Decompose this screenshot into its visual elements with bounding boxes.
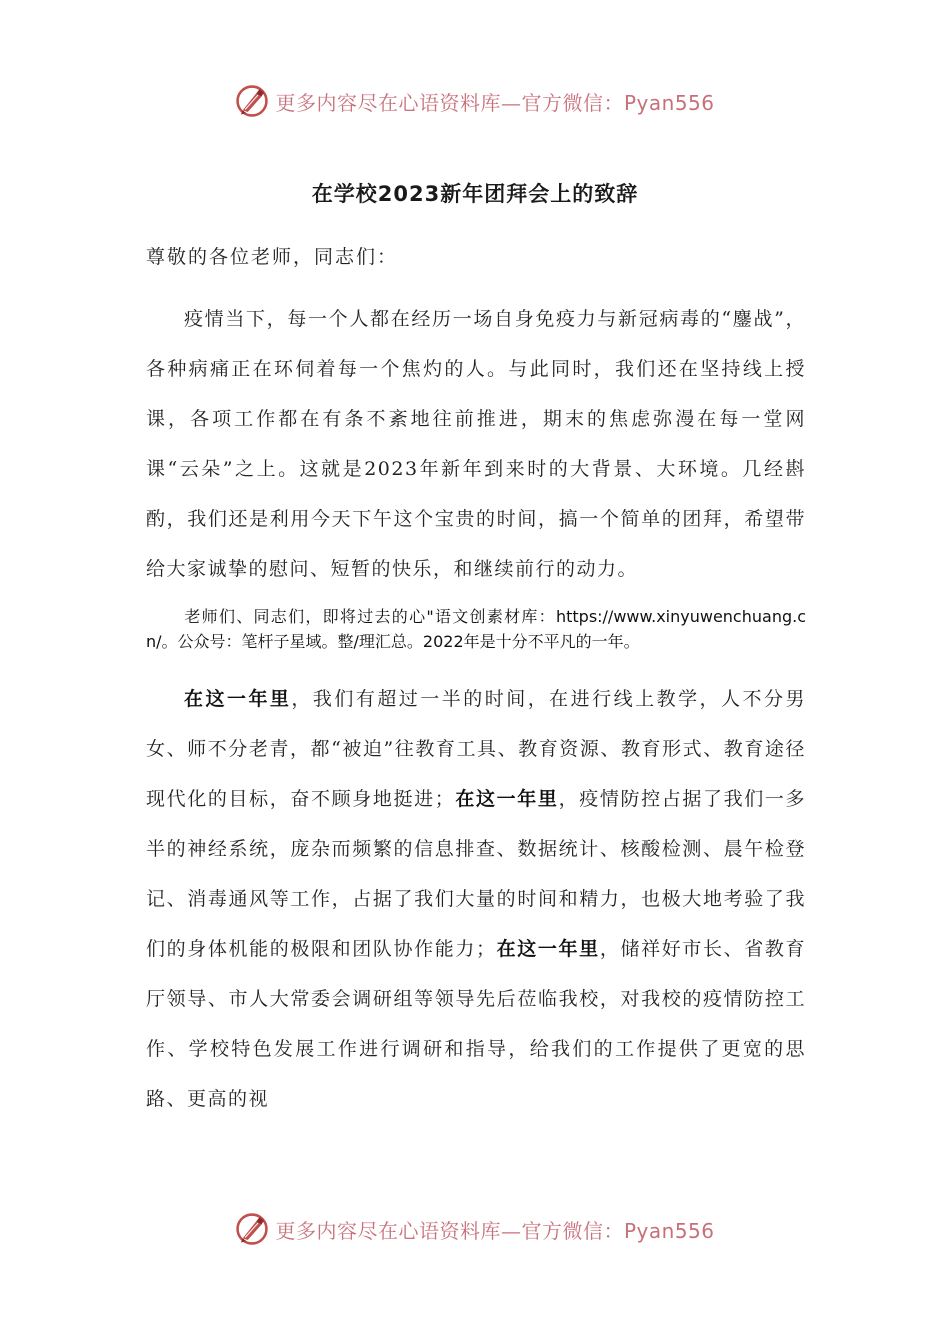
pen-nib-logo-icon xyxy=(235,84,269,118)
banner-text xyxy=(275,87,714,116)
document-title: 在学校2023新年团拜会上的致辞 xyxy=(311,182,639,206)
paragraph-2: 老师们、同志们，即将过去的心"语文创素材库：https://www.xinyuwenchuang.cn/。公众号：笔杆子星域。整/理汇总。2022年是十分不平凡的一年。 xyxy=(146,607,806,651)
paragraph-3-text-3: ，储祥好市长、省教育厅领导、市人大常委会调研组等领导先后莅临我校，对我校的疫情防控工作、学校特色发展工作进行调研和指导，给我们的工作提供了更宽的思路、更高的视 xyxy=(146,938,806,1110)
footer-banner xyxy=(0,1212,950,1246)
header-banner xyxy=(0,84,950,118)
paragraph-3-text-1: ，我们有超过一半的时间，在进行线上教学，人不分男女、师不分老青，都“被迫”往教育工具、教育资源、教育形式、教育途径现代化的目标，奋不顾身地挺进； xyxy=(146,688,806,810)
greeting: 尊敬的各位老师，同志们： xyxy=(146,246,399,268)
emphasis-3: 在这一年里 xyxy=(496,938,600,960)
paragraph-1: 疫情当下，每一个人都在经历一场自身免疫力与新冠病毒的“鏖战”，各种病痛正在环伺着每一个焦灼的人。与此同时，我们还在坚持线上授课，各项工作都在有条不紊地往前推进，期末的焦虑弥漫在每一堂网课“云朵”之上。这就是2023年新年到来时的大背景、大环境。几经斟酌，我们还是利用今天下午这个宝贵的时间，搞一个简单的团拜，希望带给大家诚挚的慰问、短暂的快乐，和继续前行的动力。 xyxy=(146,308,806,580)
emphasis-1: 在这一年里 xyxy=(184,688,292,710)
document-body xyxy=(146,238,806,1124)
banner-label: 更多内容尽在心语资料库—官方微信： xyxy=(275,1218,624,1243)
paragraph-3-text-2: ，疫情防控占据了我们一多半的神经系统，庞杂而频繁的信息排查、数据统计、核酸检测、晨午检登记、消毒通风等工作，占据了我们大量的时间和精力，也极大地考验了我们的身体机能的极限和团队协作能力； xyxy=(146,788,806,960)
paragraph-3 xyxy=(146,674,806,1124)
banner-text xyxy=(275,1215,714,1244)
banner-wechat-id: Pyan556 xyxy=(623,90,715,115)
banner-wechat-id: Pyan556 xyxy=(623,1218,715,1243)
emphasis-2: 在这一年里 xyxy=(455,788,559,810)
pen-nib-logo-icon xyxy=(235,1212,269,1246)
banner-label: 更多内容尽在心语资料库—官方微信： xyxy=(275,90,624,115)
